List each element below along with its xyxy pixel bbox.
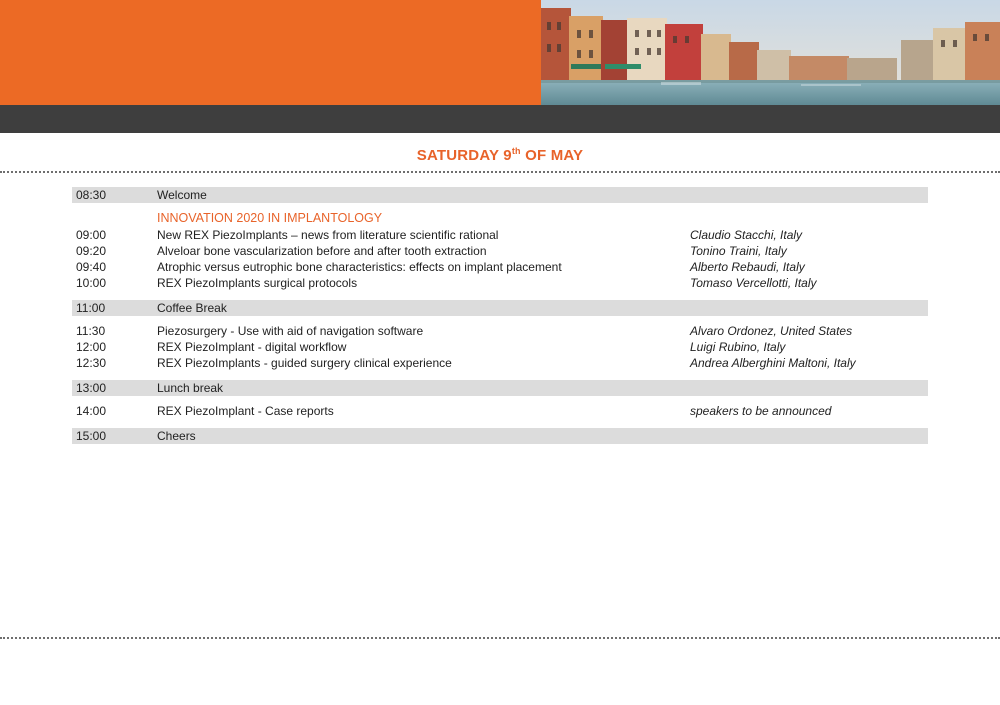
row-speaker: speakers to be announced (690, 404, 832, 418)
row-talk: Piezosurgery - Use with aid of navigation software (157, 324, 424, 338)
row-time: 14:00 (76, 404, 107, 418)
row-time: 11:00 (76, 301, 106, 315)
row-speaker: Claudio Stacchi, Italy (690, 228, 803, 242)
row-speaker: Andrea Alberghini Maltoni, Italy (690, 356, 856, 370)
schedule-row (72, 380, 928, 396)
schedule-row (72, 339, 928, 355)
row-time: 09:00 (76, 228, 107, 242)
row-talk: Welcome (157, 188, 207, 202)
schedule-row (72, 243, 928, 259)
venice-canal-photo (541, 0, 1000, 105)
schedule-row (72, 187, 928, 203)
schedule-row (72, 259, 928, 275)
row-speaker: Tonino Traini, Italy (690, 244, 787, 258)
row-speaker: Luigi Rubino, Italy (690, 340, 786, 354)
row-talk: Alveloar bone vascularization before and after tooth extraction (157, 244, 487, 258)
row-talk: New REX PiezoImplants – news from literature scientific rational (157, 228, 499, 242)
schedule-row (72, 323, 928, 339)
divider-top (0, 171, 1000, 173)
row-time: 08:30 (76, 188, 107, 202)
schedule-row (72, 275, 928, 291)
row-speaker: Alvaro Ordonez, United States (690, 324, 853, 338)
row-talk: REX PiezoImplant - Case reports (157, 404, 334, 418)
row-talk: Lunch break (157, 381, 224, 395)
row-talk: REX PiezoImplants surgical protocols (157, 276, 358, 290)
row-time: 12:30 (76, 356, 107, 370)
row-time: 15:00 (76, 429, 107, 443)
header-gray-band (0, 105, 1000, 133)
row-speaker: Alberto Rebaudi, Italy (690, 260, 805, 274)
row-time: 12:00 (76, 340, 107, 354)
row-talk: Cheers (157, 429, 196, 443)
schedule-row (72, 355, 928, 371)
schedule-row (72, 227, 928, 243)
row-talk: Coffee Break (157, 301, 227, 315)
schedule-row (72, 403, 928, 419)
row-time: 10:00 (76, 276, 107, 290)
row-speaker: Tomaso Vercellotti, Italy (690, 276, 817, 290)
page-title: SATURDAY 9th OF MAY (416, 146, 584, 164)
row-time: 13:00 (76, 381, 107, 395)
schedule-row (72, 300, 928, 316)
row-talk: Atrophic versus eutrophic bone characteristics: effects on implant placement (157, 260, 562, 274)
row-time: 09:40 (76, 260, 107, 274)
divider-bottom (0, 637, 1000, 639)
row-time: 09:20 (76, 244, 107, 258)
session-title: INNOVATION 2020 IN IMPLANTOLOGY (157, 211, 383, 225)
row-time: 11:30 (76, 324, 106, 338)
header-orange-band (0, 0, 541, 105)
row-talk: REX PiezoImplants - guided surgery clinical experience (157, 356, 452, 370)
schedule-row (72, 428, 928, 444)
row-talk: REX PiezoImplant - digital workflow (157, 340, 347, 354)
